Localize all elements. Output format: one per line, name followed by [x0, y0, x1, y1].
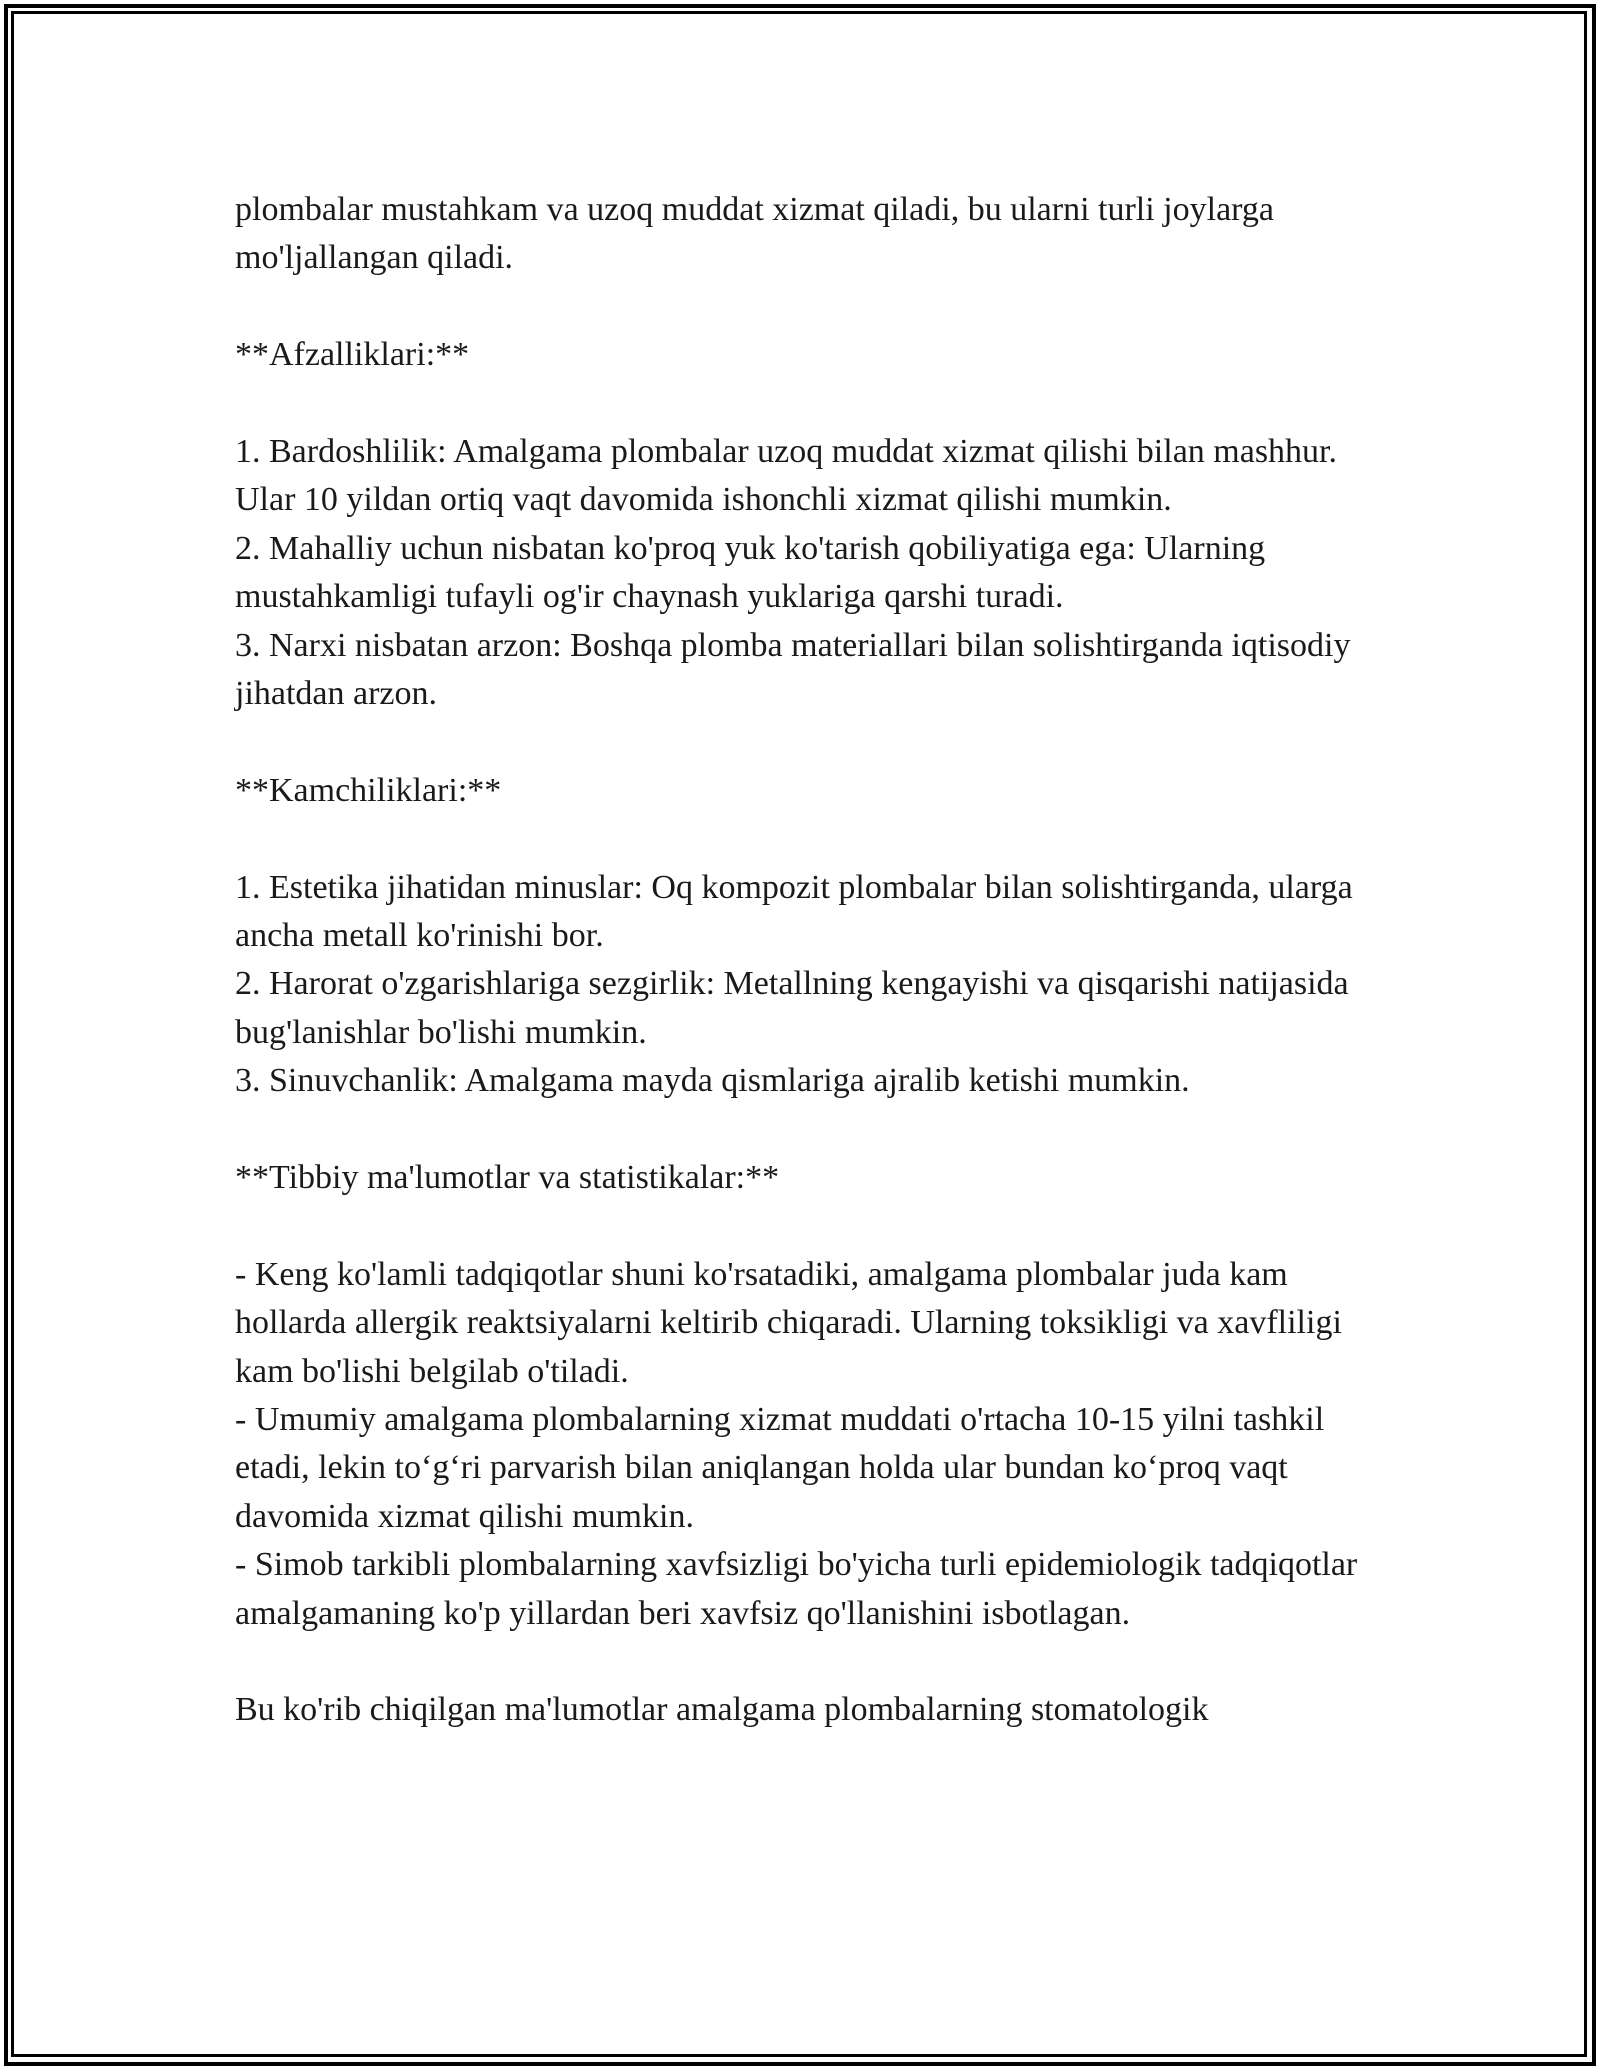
intro-paragraph: plombalar mustahkam va uzoq muddat xizmat qiladi, bu ularni turli joylarga mo'ljallangan qiladi. — [235, 191, 1274, 277]
disadvantages-heading: **Kamchiliklari:** — [235, 771, 502, 809]
medical-list — [235, 1251, 1385, 1638]
list-item: 1. Bardoshlilik: Amalgama plombalar uzoq muddat xizmat qilishi bilan mashhur. Ular 10 yildan ortiq vaqt davomida ishonchli xizmat qilishi mumkin. — [235, 433, 1337, 519]
list-item: 3. Sinuvchanlik: Amalgama mayda qismlariga ajralib ketishi mumkin. — [235, 1062, 1190, 1100]
document-body — [235, 186, 1385, 1783]
list-item: - Umumiy amalgama plombalarning xizmat muddati o'rtacha 10-15 yilni tashkil etadi, lekin to‘g‘ri parvarish bilan aniqlangan holda ular bundan ko‘proq vaqt davomida xizmat qilishi mumkin. — [235, 1401, 1325, 1535]
closing-paragraph: Bu ko'rib chiqilgan ma'lumotlar amalgama plombalarning stomatologik — [235, 1691, 1209, 1729]
advantages-list — [235, 428, 1385, 718]
list-item: 2. Mahalliy uchun nisbatan ko'proq yuk ko'tarish qobiliyatiga ega: Ularning mustahkamligi tufayli og'ir chaynash yuklariga qarshi turadi. — [235, 529, 1266, 616]
list-item: 3. Narxi nisbatan arzon: Boshqa plomba materiallari bilan solishtirganda iqtisodiy jihatdan arzon. — [235, 626, 1351, 713]
list-item: 1. Estetika jihatidan minuslar: Oq kompozit plombalar bilan solishtirganda, ularga ancha metall ko'rinishi bor. — [235, 868, 1353, 955]
advantages-heading: **Afzalliklari:** — [235, 336, 470, 374]
disadvantages-list — [235, 864, 1385, 1106]
medical-heading: **Tibbiy ma'lumotlar va statistikalar:** — [235, 1159, 780, 1197]
list-item: 2. Harorat o'zgarishlariga sezgirlik: Metallning kengayishi va qisqarishi natijasida bug'lanishlar bo'lishi mumkin. — [235, 965, 1349, 1051]
list-item: - Simob tarkibli plombalarning xavfsizligi bo'yicha turli epidemiologik tadqiqotlar amalgamaning ko'p yillardan beri xavfsiz qo'llanishini isbotlagan. — [235, 1546, 1358, 1632]
list-item: - Keng ko'lamli tadqiqotlar shuni ko'rsatadiki, amalgama plombalar juda kam hollarda allergik reaktsiyalarni keltirib chiqaradi. Ularning toksikligi va xavfliligi kam bo'lishi belgilab o'tiladi. — [235, 1255, 1342, 1390]
